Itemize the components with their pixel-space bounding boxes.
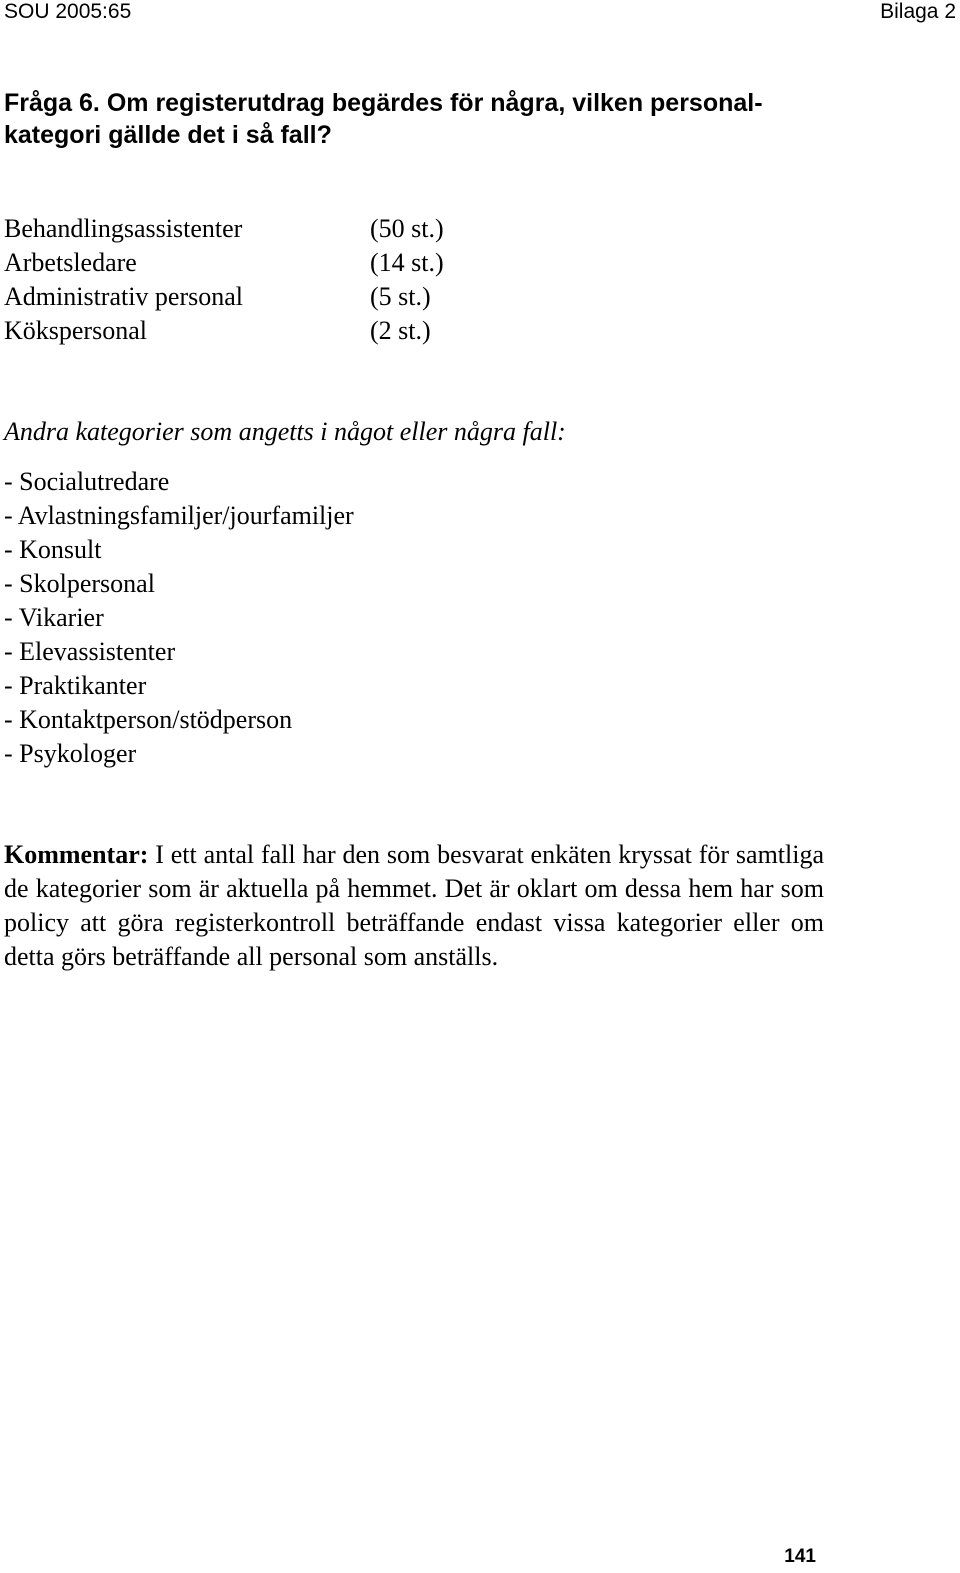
- list-item: - Kontaktperson/stödperson: [4, 705, 293, 734]
- list-item: - Elevassistenter: [4, 637, 176, 666]
- other-categories-heading: Andra kategorier som angetts i något eller några fall:: [4, 417, 566, 446]
- category-name: Kökspersonal: [4, 316, 147, 345]
- list-item: - Praktikanter: [4, 671, 147, 700]
- category-row: [4, 212, 444, 246]
- list-item: - Konsult: [4, 535, 102, 564]
- comment-label: Kommentar:: [4, 840, 149, 869]
- category-name: Arbetsledare: [4, 248, 137, 277]
- category-name: Behandlingsassistenter: [4, 214, 243, 243]
- other-categories-list: [4, 465, 354, 771]
- list-item: - Socialutredare: [4, 467, 170, 496]
- list-item: - Vikarier: [4, 603, 104, 632]
- report-id: SOU 2005:65: [4, 0, 132, 23]
- category-table: [4, 212, 444, 348]
- list-item: - Avlastningsfamiljer/jourfamiljer: [4, 501, 354, 530]
- comment-text: I ett antal fall har den som besvarat enkäten kryssat för samtliga de kategorier som är aktuella på hemmet. Det är oklart om dessa hem har som policy att göra registerkontroll beträffande endast vissa kategorier eller om detta görs beträffande all personal som anställs.: [4, 840, 825, 971]
- category-row: [4, 246, 444, 280]
- category-count: (50 st.): [370, 214, 444, 243]
- comment-paragraph: [4, 838, 824, 974]
- page-number: 141: [784, 1546, 816, 1567]
- category-count: (5 st.): [370, 282, 431, 311]
- appendix-label: Bilaga 2: [880, 0, 956, 23]
- category-row: [4, 280, 444, 314]
- category-row: [4, 314, 444, 348]
- question-heading: [4, 87, 924, 151]
- question-heading-line-1: Fråga 6. Om registerutdrag begärdes för några, vilken personal-: [4, 89, 763, 117]
- question-heading-line-2: kategori gällde det i så fall?: [4, 121, 332, 149]
- category-count: (14 st.): [370, 248, 444, 277]
- list-item: - Skolpersonal: [4, 569, 155, 598]
- list-item: - Psykologer: [4, 739, 137, 768]
- category-name: Administrativ personal: [4, 282, 244, 311]
- category-count: (2 st.): [370, 316, 431, 345]
